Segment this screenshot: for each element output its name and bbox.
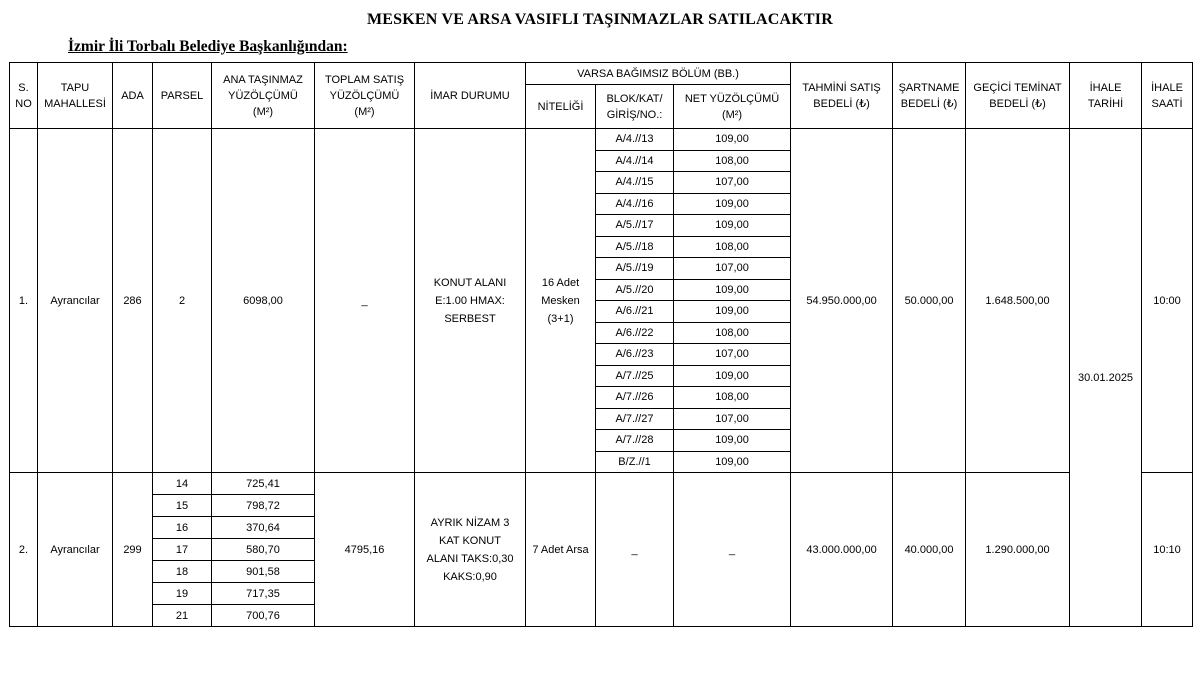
parcel-number: 14 — [153, 473, 212, 495]
row2-mahalle: Ayrancılar — [38, 473, 113, 627]
header-ihale-tarihi: İHALE TARİHİ — [1070, 63, 1142, 129]
row1-ana-yuzolcumu: 6098,00 — [212, 129, 315, 473]
unit-blok: A/7.//27 — [596, 408, 674, 430]
row2-imar-durumu: AYRIK NİZAM 3 KAT KONUT ALANI TAKS:0,30 KAKS:0,90 — [415, 473, 526, 627]
row1-sno: 1. — [10, 129, 38, 473]
parcel-area: 580,70 — [212, 539, 315, 561]
unit-net: 109,00 — [674, 215, 791, 237]
row1-ada: 286 — [113, 129, 153, 473]
parcel-area: 798,72 — [212, 495, 315, 517]
row2-sno: 2. — [10, 473, 38, 627]
parcel-area: 370,64 — [212, 517, 315, 539]
row1-parsel: 2 — [153, 129, 212, 473]
parcel-number: 16 — [153, 517, 212, 539]
row2-niteligi: 7 Adet Arsa — [526, 473, 596, 627]
unit-blok: A/6.//21 — [596, 301, 674, 323]
parcel-number: 17 — [153, 539, 212, 561]
row1-gecici-teminat: 1.648.500,00 — [966, 129, 1070, 473]
header-sno: S. NO — [10, 63, 38, 129]
unit-net: 109,00 — [674, 451, 791, 473]
header-toplam-satis: TOPLAM SATIŞ YÜZÖLÇÜMÜ (M²) — [315, 63, 415, 129]
unit-blok: A/7.//25 — [596, 365, 674, 387]
ihale-tarihi: 30.01.2025 — [1070, 129, 1142, 627]
header-tapu-mahallesi: TAPU MAHALLESİ — [38, 63, 113, 129]
unit-net: 107,00 — [674, 172, 791, 194]
row2-net: _ — [674, 473, 791, 627]
header-ana-yuzolcumu: ANA TAŞINMAZ YÜZÖLÇÜMÜ (M²) — [212, 63, 315, 129]
parcel-number: 18 — [153, 561, 212, 583]
parcel-area: 717,35 — [212, 583, 315, 605]
header-niteligi: NİTELİĞİ — [526, 85, 596, 129]
row2-sartname: 40.000,00 — [893, 473, 966, 627]
page-title: MESKEN VE ARSA VASIFLI TAŞINMAZLAR SATILACAKTIR — [367, 11, 833, 28]
header-ada: ADA — [113, 63, 153, 129]
row1-niteligi: 16 Adet Mesken (3+1) — [526, 129, 596, 473]
unit-blok: A/6.//22 — [596, 322, 674, 344]
parcel-number: 21 — [153, 605, 212, 627]
unit-blok: A/4.//13 — [596, 129, 674, 151]
header-gecici-teminat: GEÇİCİ TEMİNAT BEDELİ (₺) — [966, 63, 1070, 129]
unit-blok: A/7.//26 — [596, 387, 674, 409]
row1-sartname: 50.000,00 — [893, 129, 966, 473]
unit-blok: A/4.//16 — [596, 193, 674, 215]
parcel-area: 700,76 — [212, 605, 315, 627]
row2-tahmini-satis: 43.000.000,00 — [791, 473, 893, 627]
row1-imar-durumu: KONUT ALANI E:1.00 HMAX: SERBEST — [415, 129, 526, 473]
unit-blok: A/5.//17 — [596, 215, 674, 237]
row1-toplam-satis: _ — [315, 129, 415, 473]
parcel-area: 901,58 — [212, 561, 315, 583]
header-parsel: PARSEL — [153, 63, 212, 129]
row2-blok: _ — [596, 473, 674, 627]
header-blok-kat: BLOK/KAT/ GİRİŞ/NO.: — [596, 85, 674, 129]
unit-net: 108,00 — [674, 387, 791, 409]
header-sartname: ŞARTNAME BEDELİ (₺) — [893, 63, 966, 129]
unit-net: 109,00 — [674, 365, 791, 387]
unit-net: 107,00 — [674, 408, 791, 430]
unit-blok: A/4.//14 — [596, 150, 674, 172]
unit-blok: A/7.//28 — [596, 430, 674, 452]
row2-ihale-saati: 10:10 — [1142, 473, 1193, 627]
table-row — [10, 129, 1193, 151]
property-sale-table — [9, 62, 1193, 627]
unit-blok: B/Z.//1 — [596, 451, 674, 473]
unit-blok: A/4.//15 — [596, 172, 674, 194]
header-imar-durumu: İMAR DURUMU — [415, 63, 526, 129]
unit-net: 109,00 — [674, 430, 791, 452]
unit-net: 109,00 — [674, 193, 791, 215]
row1-mahalle: Ayrancılar — [38, 129, 113, 473]
parcel-area: 725,41 — [212, 473, 315, 495]
unit-blok: A/5.//18 — [596, 236, 674, 258]
header-net-yuzolcumu: NET YÜZÖLÇÜMÜ (M²) — [674, 85, 791, 129]
unit-net: 109,00 — [674, 279, 791, 301]
unit-net: 109,00 — [674, 301, 791, 323]
unit-net: 108,00 — [674, 322, 791, 344]
row1-tahmini-satis: 54.950.000,00 — [791, 129, 893, 473]
header-tahmini-satis: TAHMİNİ SATIŞ BEDELİ (₺) — [791, 63, 893, 129]
row2-gecici-teminat: 1.290.000,00 — [966, 473, 1070, 627]
unit-blok: A/5.//20 — [596, 279, 674, 301]
row2-ada: 299 — [113, 473, 153, 627]
issuer-subtitle: İzmir İli Torbalı Belediye Başkanlığından: — [68, 38, 348, 55]
header-ihale-saati: İHALE SAATİ — [1142, 63, 1193, 129]
row2-toplam-satis: 4795,16 — [315, 473, 415, 627]
parcel-number: 15 — [153, 495, 212, 517]
unit-net: 108,00 — [674, 236, 791, 258]
unit-blok: A/5.//19 — [596, 258, 674, 280]
unit-blok: A/6.//23 — [596, 344, 674, 366]
row1-ihale-saati: 10:00 — [1142, 129, 1193, 473]
unit-net: 107,00 — [674, 258, 791, 280]
unit-net: 107,00 — [674, 344, 791, 366]
parcel-number: 19 — [153, 583, 212, 605]
unit-net: 108,00 — [674, 150, 791, 172]
header-bagimsiz-bolum-group: VARSA BAĞIMSIZ BÖLÜM (BB.) — [526, 63, 791, 85]
table-row — [10, 473, 1193, 495]
unit-net: 109,00 — [674, 129, 791, 151]
